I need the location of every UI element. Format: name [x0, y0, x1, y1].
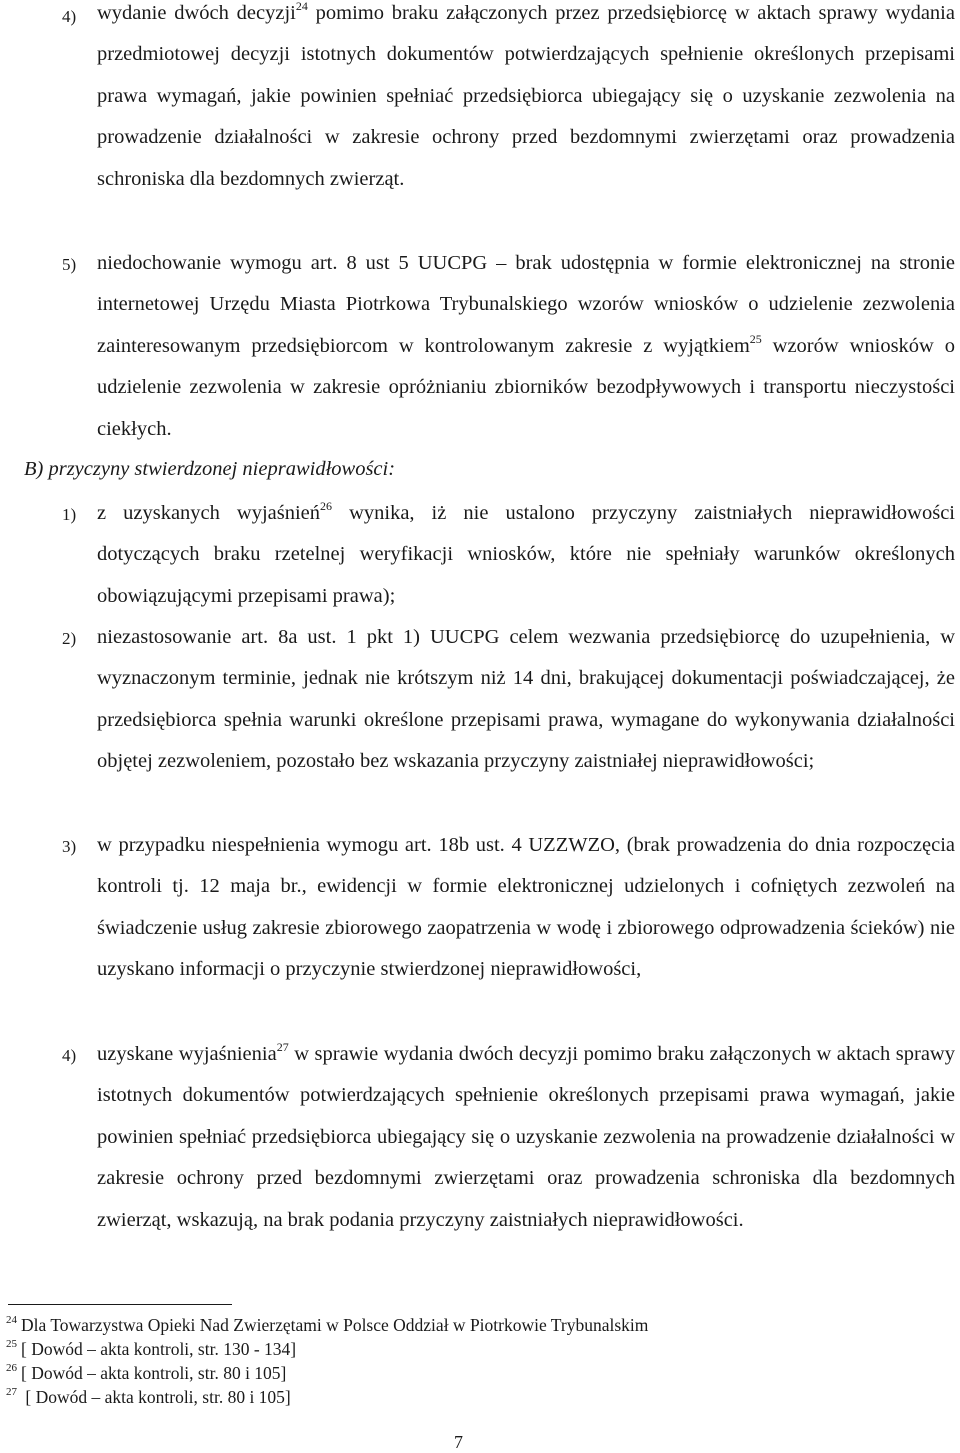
footnote-ref[interactable]: 26: [320, 499, 333, 513]
list-item-number: 4): [62, 1046, 77, 1065]
list-item-number: 3): [62, 837, 77, 856]
list-item-text-start: uzyskane wyjaśnienia: [97, 1043, 277, 1065]
footnote-number: 24: [6, 1314, 17, 1326]
footnote-text: Dla Towarzystwa Opieki Nad Zwierzętami w Polsce Oddział w Piotrkowie Trybunalskim: [21, 1315, 649, 1335]
list-item-text-end: w sprawie wydania dwóch decyzji pomimo braku załączonych w aktach sprawy istotnych dokumentów potwierdzających spełnienie określonych przepisami prawa wymagań, jakie powinien spełniać przedsiębiorca ubiegający się o uzyskanie zezwolenia na prowadzenie działalności w zakresie ochrony przed bezdomnymi zwierzętami oraz prowadzenia schroniska dla bezdomnych zwierząt, wskazują, na brak podania przyczyny zaistniałych nieprawidłowości.: [97, 1043, 955, 1231]
list-item-text-start: niedochowanie wymogu art. 8 ust 5 UUCPG – brak udostępnia w formie elektronicznej na stronie internetowej Urzędu Miasta Piotrkowa Trybunalskiego wzorów wniosków o udzielenie zezwolenia zainteresowanym przedsiębiorcom w kontrolowanym zakresie z wyjątkiem: [97, 252, 955, 357]
list-item-number: 1): [62, 505, 77, 524]
footnote-text: [ Dowód – akta kontroli, str. 130 - 134]: [21, 1339, 297, 1359]
footnote-separator: [8, 1304, 232, 1305]
list-item-text: [97, 243, 955, 450]
list-item-text: [97, 0, 955, 200]
footnote-text: [ Dowód – akta kontroli, str. 80 i 105]: [21, 1387, 291, 1407]
footnote-text: [ Dowód – akta kontroli, str. 80 i 105]: [21, 1363, 287, 1383]
list-item-text-start: z uzyskanych wyjaśnień: [97, 502, 321, 524]
list-item-number: 2): [62, 629, 77, 648]
footnote: [6, 1385, 291, 1409]
list-item-text-end: pomimo braku załączonych przez przedsiębiorcę w aktach sprawy wydania przedmiotowej decyzji istotnych dokumentów potwierdzających spełnienie określonych przepisami prawa wymagań, jakie powinien spełniać przedsiębiorca ubiegający się o uzyskanie zezwolenia na prowadzenie działalności w zakresie ochrony przed bezdomnymi zwierzętami oraz prowadzenia schroniska dla bezdomnych zwierząt.: [97, 2, 955, 190]
footnote: [6, 1313, 648, 1337]
section-b-heading: B) przyczyny stwierdzonej nieprawidłowości:: [24, 458, 396, 480]
list-item-text-start: wydanie dwóch decyzji: [97, 2, 296, 24]
footnote-number: 26: [6, 1362, 17, 1374]
list-item-number: 5): [62, 255, 77, 274]
footnote: [6, 1361, 286, 1385]
list-item-text: [97, 1034, 955, 1241]
footnote-number: 27: [6, 1386, 17, 1398]
list-item-text-start: niezastosowanie art. 8a ust. 1 pkt 1) UUCPG celem wezwania przedsiębiorcę do uzupełnienia, w wyznaczonym terminie, jednak nie krótszym niż 14 dni, brakującej dokumentacji poświadczającej, że przedsiębiorca spełnia warunki określone przepisami prawa, wymagane do wykonywania działalności objętej zezwoleniem, pozostało bez wskazania przyczyny zaistniałej nieprawidłowości;: [97, 626, 955, 773]
list-item-number: 4): [62, 7, 77, 26]
footnote-ref[interactable]: 25: [749, 331, 762, 346]
footnote-ref[interactable]: 27: [276, 1040, 289, 1054]
list-item-text-end: wynika, iż nie ustalono przyczyny zaistniałych nieprawidłowości dotyczących braku rzetelnej weryfikacji wniosków, które nie spełniały warunków określonych obowiązującymi przepisami prawa);: [97, 502, 955, 607]
footnote: [6, 1337, 296, 1361]
list-item-text-start: w przypadku niespełnienia wymogu art. 18b ust. 4 UZZWZO, (brak prowadzenia do dnia rozpoczęcia kontroli tj. 12 maja br., ewidencji w formie elektronicznej udzielonych i cofniętych zezwoleń na świadczenie usług zakresie zbiorowego zaopatrzenia w wodę i zbiorowego odprowadzenia ścieków) nie uzyskano informacji o przyczynie stwierdzonej nieprawidłowości,: [97, 834, 955, 981]
list-item-text-end: wzorów wniosków o udzielenie zezwolenia w zakresie opróżnianiu zbiorników bezodpływowych i transportu nieczystości ciekłych.: [97, 334, 955, 440]
footnote-number: 25: [6, 1338, 17, 1350]
page-number: 7: [454, 1432, 463, 1452]
list-item-text: [97, 825, 955, 991]
list-item-text: [97, 617, 955, 783]
footnote-ref[interactable]: 24: [295, 0, 308, 13]
list-item-text: [97, 493, 955, 617]
